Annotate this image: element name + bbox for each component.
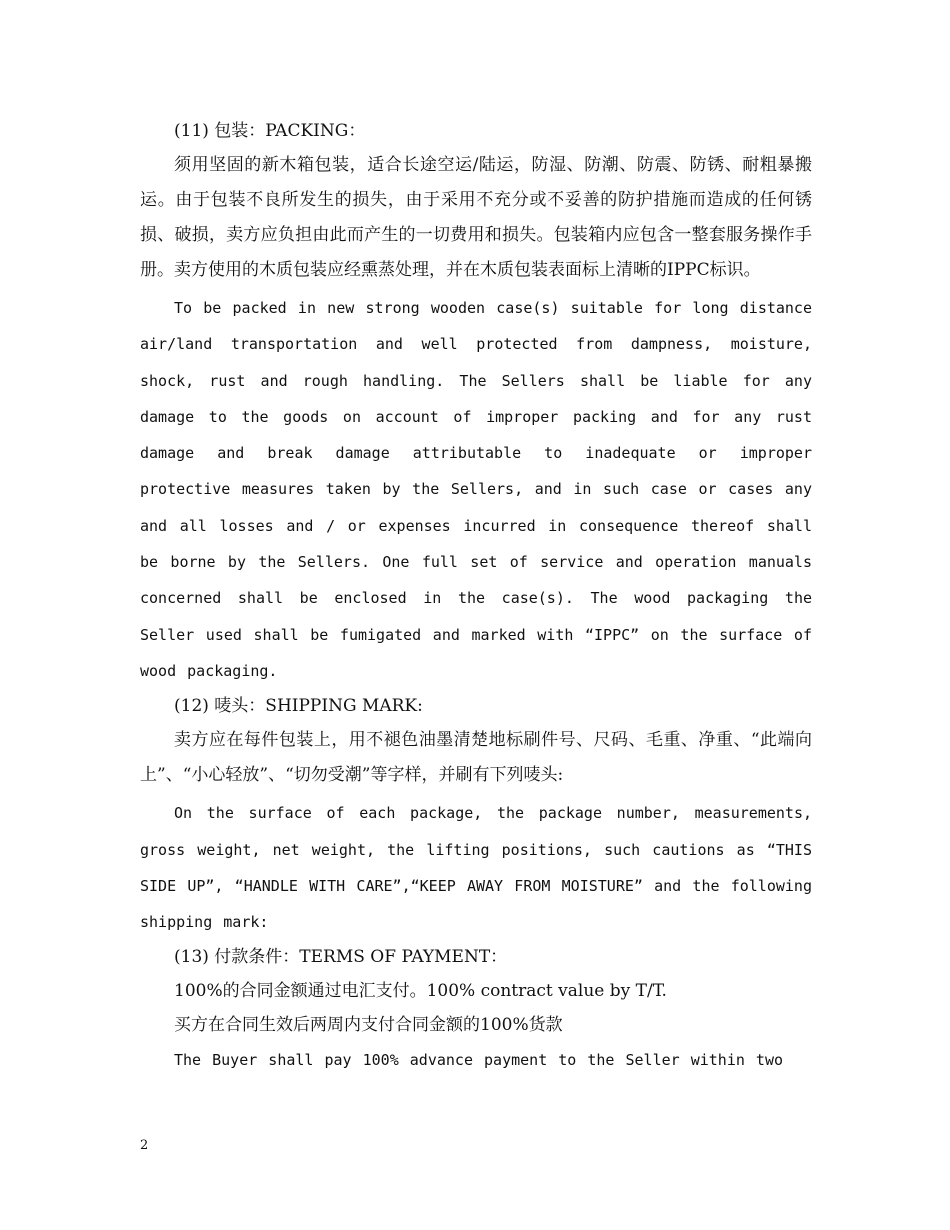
section-12-heading: (12) 唛头：SHIPPING MARK: (174, 696, 423, 717)
section-13-english-text: The Buyer shall pay 100% advance payment to the Seller within two (174, 1051, 783, 1070)
section-11-heading: (11) 包装：PACKING： (174, 121, 366, 141)
document-body (140, 114, 812, 1079)
section-12-english-text: On the surface of each package, the package number, measurements, gross weight, net weight, the lifting positions, such cautions as “THIS SIDE UP”, “HANDLE WITH CARE”,“KEEP AWAY FROM MOISTURE” and the following shipping mark: (140, 804, 812, 932)
section-13-heading: (13) 付款条件：TERMS OF PAYMENT： (174, 947, 508, 968)
section-11-chinese-text: 须用坚固的新木箱包装，适合长途空运/陆运，防湿、防潮、防震、防锈、耐粗暴搬运。由于包装不良所发生的损失，由于采用不充分或不妥善的防护措施而造成的任何锈损、破损，卖方应负担由此而产生的一切费用和损失。包装箱内应包含一整套服务操作手册。卖方使用的木质包装应经熏蒸处理，并在木质包装表面标上清晰的IPPC标识。 (140, 155, 812, 280)
section-12-chinese-text: 卖方应在每件包装上，用不褪色油墨清楚地标刷件号、尺码、毛重、净重、“此端向上”、“小心轻放”、“切勿受潮”等字样，并刷有下列唛头: (140, 730, 812, 786)
section-13-line-2: 买方在合同生效后两周内支付合同金额的100%货款 (174, 1015, 563, 1036)
section-11-english-text: To be packed in new strong wooden case(s) suitable for long distance air/land transportation and well protected from dampness, moisture, shock, rust and rough handling. The Sellers shall be liable for any damage to the goods on account of improper packing and for any rust damage and break damage attributable to inadequate or improper protective measures taken by the Sellers, and in such case or cases any and all losses and / or expenses incurred in consequence thereof shall be borne by the Sellers. One full set of service and operation manuals concerned shall be enclosed in the case(s). The wood packaging the Seller used shall be fumigated and marked with “IPPC” on the surface of wood packaging. (140, 299, 812, 680)
page-number: 2 (140, 1138, 149, 1153)
section-13-line-1: 100%的合同金额通过电汇支付。100% contract value by T/T. (174, 981, 667, 1002)
